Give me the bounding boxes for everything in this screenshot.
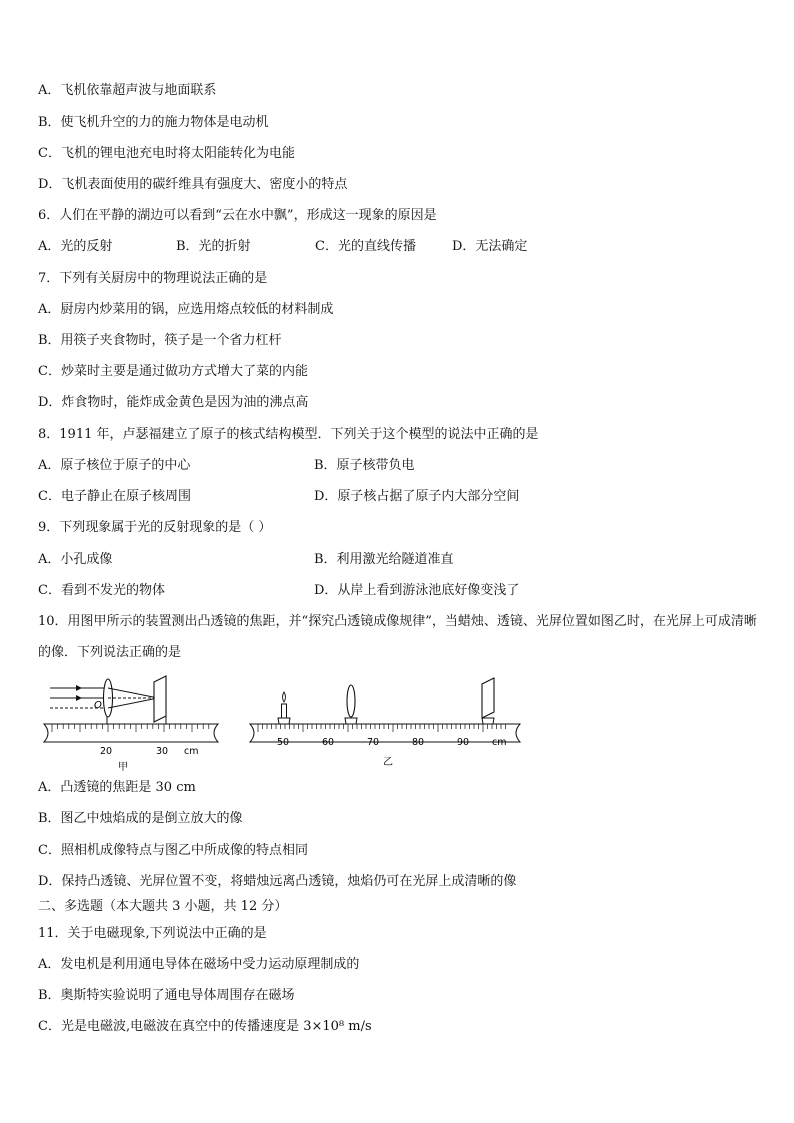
q9-option-d: D．从岸上看到游泳池底好像变浅了 [314, 583, 520, 598]
q6-stem: 6．人们在平静的湖边可以看到“云在水中飘”，形成这一现象的原因是 [38, 208, 437, 223]
figure-yi [240, 672, 530, 772]
fig-jia-tick-30: 30 [156, 746, 169, 757]
q6-option-b: B．光的折射 [176, 239, 251, 254]
q8-option-d: D．原子核占据了原子内大部分空间 [314, 489, 520, 504]
q9-option-c: C．看到不发光的物体 [38, 583, 165, 598]
q9-stem: 9．下列现象属于光的反射现象的是（ ） [38, 520, 272, 535]
q7-stem: 7．下列有关厨房中的物理说法正确的是 [38, 271, 268, 286]
q8-stem: 8．1911 年，卢瑟福建立了原子的核式结构模型．下列关于这个模型的说法中正确的是 [38, 427, 539, 442]
fig-yi-unit: cm [492, 737, 507, 748]
q11-option-c: C．光是电磁波,电磁波在真空中的传播速度是 3×10⁸ m/s [38, 1019, 372, 1034]
fig-jia-point-label: O [94, 700, 102, 711]
q6-option-a: A．光的反射 [38, 239, 113, 254]
fig-yi-label: 乙 [383, 757, 393, 768]
q8-option-b: B．原子核带负电 [314, 458, 415, 473]
q11-option-b: B．奥斯特实验说明了通电导体周围存在磁场 [38, 988, 295, 1003]
fig-jia-tick-20: 20 [100, 746, 113, 757]
fig-jia-label: 甲 [118, 762, 128, 772]
q5-option-d: D．飞机表面使用的碳纤维具有强度大、密度小的特点 [38, 177, 348, 192]
q8-option-a: A．原子核位于原子的中心 [38, 458, 191, 473]
q5-option-a: A．飞机依靠超声波与地面联系 [38, 83, 217, 98]
fig-yi-tick-60: 60 [322, 737, 335, 748]
figure-jia [38, 672, 228, 772]
q7-option-c: C．炒菜时主要是通过做功方式增大了菜的内能 [38, 364, 308, 379]
fig-yi-tick-50: 50 [277, 737, 290, 748]
fig-jia-unit: cm [184, 746, 199, 757]
q8-option-c: C．电子静止在原子核周围 [38, 489, 191, 504]
q7-option-b: B．用筷子夹食物时，筷子是一个省力杠杆 [38, 333, 282, 348]
q10-stem: 10．用图甲所示的装置测出凸透镜的焦距，并“探究凸透镜成像规律”，当蜡烛、透镜、光屏位置如图乙时，在光屏上可成清晰的像．下列说法正确的是 [38, 614, 757, 660]
q9-option-b: B．利用激光给隧道准直 [314, 552, 454, 567]
fig-yi-tick-80: 80 [412, 737, 425, 748]
q10-option-c: C．照相机成像特点与图乙中所成像的特点相同 [38, 843, 308, 858]
q9-option-a: A．小孔成像 [38, 552, 113, 567]
q6-option-d: D．无法确定 [452, 239, 528, 254]
q11-stem: 11．关于电磁现象,下列说法中正确的是 [38, 926, 267, 941]
section-title: 二、多选题（本大题共 3 小题，共 12 分） [38, 899, 288, 914]
q10-option-a: A．凸透镜的焦距是 30 cm [38, 780, 196, 795]
fig-yi-tick-90: 90 [457, 737, 470, 748]
q10-option-b: B．图乙中烛焰成的是倒立放大的像 [38, 811, 243, 826]
q5-option-c: C．飞机的锂电池充电时将太阳能转化为电能 [38, 146, 295, 161]
q6-option-c: C．光的直线传播 [315, 239, 416, 254]
q5-option-b: B．使飞机升空的力的施力物体是电动机 [38, 115, 269, 130]
q10-option-d: D．保持凸透镜、光屏位置不变，将蜡烛远离凸透镜，烛焰仍可在光屏上成清晰的像 [38, 874, 517, 889]
q7-option-d: D．炸食物时，能炸成金黄色是因为油的沸点高 [38, 395, 309, 410]
q7-option-a: A．厨房内炒菜用的锅，应选用熔点较低的材料制成 [38, 302, 334, 317]
q11-option-a: A．发电机是利用通电导体在磁场中受力运动原理制成的 [38, 957, 360, 972]
fig-yi-tick-70: 70 [367, 737, 380, 748]
